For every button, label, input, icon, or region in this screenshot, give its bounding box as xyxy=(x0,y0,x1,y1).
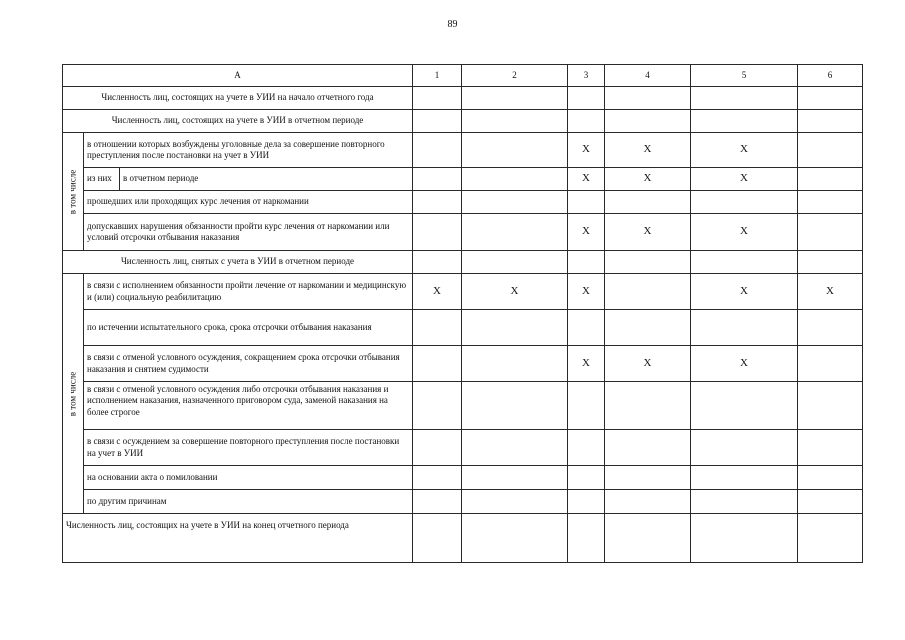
mark-cell: X xyxy=(605,133,691,168)
mark-cell: X xyxy=(568,346,605,382)
row-start-count xyxy=(63,87,863,110)
row-label-pardon: на основании акта о помиловании xyxy=(84,466,413,490)
row-drug-treatment xyxy=(63,191,863,214)
row-pardon xyxy=(63,466,863,490)
row-removed-count xyxy=(63,251,863,274)
row-label-fulfilled-obligation: в связи с исполнением обязанности пройти лечение от наркомании и медицинскую и (или) социальную реабилитацию xyxy=(84,274,413,310)
row-label-violations: допускавших нарушения обязанности пройти курс лечения от наркомании или условий отсрочки отбывания наказания xyxy=(84,214,413,251)
row-other-reasons xyxy=(63,490,863,514)
mark-cell: X xyxy=(798,274,863,310)
col-header-5: 5 xyxy=(691,65,798,87)
page-number: 89 xyxy=(447,19,458,30)
mark-cell: X xyxy=(413,274,462,310)
row-period-count xyxy=(63,110,863,133)
mark-cell: X xyxy=(605,346,691,382)
row-in-period xyxy=(63,168,863,191)
row-fulfilled-obligation xyxy=(63,274,863,310)
mark-cell: X xyxy=(691,214,798,251)
row-label-drug-treatment: прошедших или проходящих курс лечения от наркомании xyxy=(84,191,413,214)
mark-cell: X xyxy=(462,274,568,310)
mark-cell: X xyxy=(605,214,691,251)
col-header-4: 4 xyxy=(605,65,691,87)
vertical-label-including: в том числе xyxy=(67,169,78,214)
mark-cell: X xyxy=(568,274,605,310)
including-group-1 xyxy=(63,133,84,251)
mark-cell: X xyxy=(691,168,798,191)
mark-cell: X xyxy=(691,274,798,310)
row-cancel-with-harsher xyxy=(63,382,863,430)
report-table xyxy=(62,64,863,563)
row-end-count xyxy=(63,514,863,563)
col-header-a: А xyxy=(63,65,413,87)
row-label-removed-count: Численность лиц, снятых с учета в УИИ в отчетном периоде xyxy=(63,251,413,274)
col-header-3: 3 xyxy=(568,65,605,87)
row-criminal-cases xyxy=(63,133,863,168)
row-label-end-count: Численность лиц, состоящих на учете в УИИ на конец отчетного периода xyxy=(63,514,413,563)
row-label-repeat-conviction: в связи с осуждением за совершение повторного преступления после постановки на учет в УИИ xyxy=(84,430,413,466)
row-label-of-them: из них xyxy=(84,168,120,191)
row-cancel-conditional xyxy=(63,346,863,382)
row-label-cancel-conditional: в связи с отменой условного осуждения, сокращением срока отсрочки отбывания наказания и снятием судимости xyxy=(84,346,413,382)
col-header-1: 1 xyxy=(413,65,462,87)
row-label-probation-expiry: по истечении испытательного срока, срока отсрочки отбывания наказания xyxy=(84,310,413,346)
vertical-label-including-2: в том числе xyxy=(67,371,78,416)
including-group-2 xyxy=(63,274,84,514)
mark-cell: X xyxy=(568,133,605,168)
row-label-start-count: Численность лиц, состоящих на учете в УИИ на начало отчетного года xyxy=(63,87,413,110)
mark-cell: X xyxy=(605,168,691,191)
row-repeat-conviction xyxy=(63,430,863,466)
row-label-criminal-cases: в отношении которых возбуждены уголовные дела за совершение повторного преступления после постановки на учет в УИИ xyxy=(84,133,413,168)
mark-cell: X xyxy=(568,168,605,191)
row-label-period-count: Численность лиц, состоящих на учете в УИИ в отчетном периоде xyxy=(63,110,413,133)
row-label-other-reasons: по другим причинам xyxy=(84,490,413,514)
mark-cell: X xyxy=(691,346,798,382)
col-header-6: 6 xyxy=(798,65,863,87)
header-row xyxy=(63,65,863,87)
row-label-in-period: в отчетном периоде xyxy=(120,168,413,191)
row-label-cancel-with-harsher: в связи с отменой условного осуждения либо отсрочки отбывания наказания и исполнением наказания, назначенного приговором суда, заменой наказания на более строгое xyxy=(84,382,413,430)
mark-cell: X xyxy=(568,214,605,251)
mark-cell: X xyxy=(691,133,798,168)
row-violations xyxy=(63,214,863,251)
row-probation-expiry xyxy=(63,310,863,346)
col-header-2: 2 xyxy=(462,65,568,87)
